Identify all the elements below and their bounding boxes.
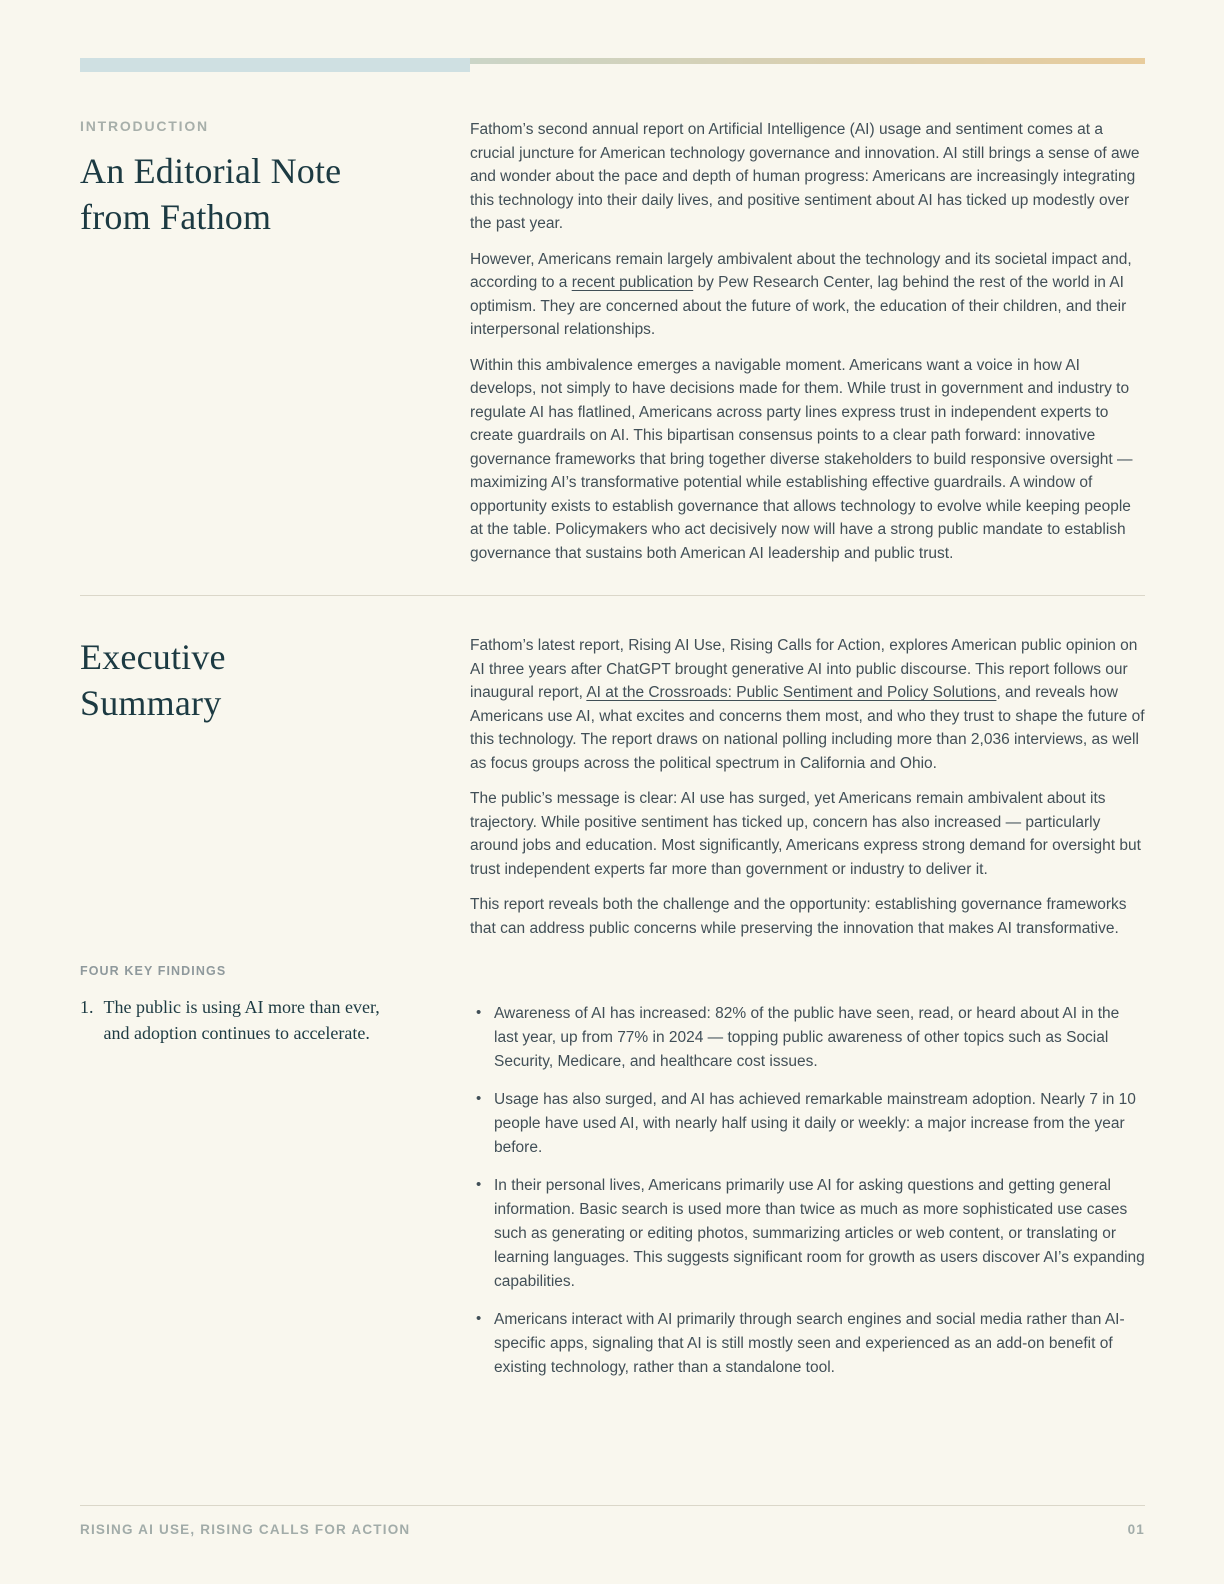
executive-paragraph-2 xyxy=(470,787,1145,881)
introduction-eyebrow: INTRODUCTION xyxy=(80,118,209,134)
intro-paragraph-1-text: Fathom’s second annual report on Artificial Intelligence (AI) usage and sentiment comes at a crucial juncture for American technology governance and innovation. AI still brings a sense of awe and wonder about the pace and depth of human progress: Americans are increasingly integrating this technology into their daily lives, and positive sentiment about AI has ticked up modestly over the past year. xyxy=(470,121,1140,232)
ai-at-the-crossroads-link[interactable]: AI at the Crossroads: Public Sentiment and Policy Solutions xyxy=(586,684,997,701)
intro-paragraph-3 xyxy=(470,354,1145,566)
key-findings-bullet-list xyxy=(470,964,1145,1394)
executive-paragraph-2-text: The public’s message is clear: AI use has surged, yet Americans remain ambivalent about its trajectory. While positive sentiment has ticked up, concern has also increased — particularly around jobs and education. Most significantly, Americans express strong demand for oversight but trust independent experts far more than government or industry to deliver it. xyxy=(470,790,1141,878)
key-findings-section xyxy=(80,964,1145,1394)
executive-paragraph-1-text-post: , and reveals how Americans use AI, what excites and concerns them most, and who they trust to shape the future of this technology. The report draws on national polling including more than 2,036 interviews, as well as focus groups across the political spectrum in California and Ohio. xyxy=(470,684,1145,772)
executive-summary-body xyxy=(470,634,1145,940)
key-findings-left-column xyxy=(80,964,470,1394)
finding-bullet-usage: • Usage has also surged, and AI has achieved remarkable mainstream adoption. Nearly 7 in 10 people have used AI, with nearly half using it daily or weekly: a major increase from the year before. xyxy=(470,1088,1145,1160)
executive-paragraph-1 xyxy=(470,634,1145,775)
recent-publication-link[interactable]: recent publication xyxy=(571,274,694,291)
finding-bullet-personal-use: • In their personal lives, Americans primarily use AI for asking questions and getting general information. Basic search is used more than twice as much as more sophisticated use cases such as generating or editing photos, summarizing articles or web content, or translating or learning languages. This suggests significant room for growth as users discover AI’s expanding capabilities. xyxy=(470,1174,1145,1294)
executive-paragraph-1-text-pre: Fathom’s latest report, Rising AI Use, Rising Calls for Action, explores American public opinion on AI three years after ChatGPT brought generative AI into public discourse. This report follows our inaugural report, xyxy=(470,637,1138,701)
introduction-title: An Editorial Note from Fathom xyxy=(80,151,342,238)
executive-paragraph-3-text: This report reveals both the challenge and the opportunity: establishing governance frameworks that can address public concerns while preserving the innovation that makes AI transformative. xyxy=(470,896,1127,937)
introduction-left-column xyxy=(80,118,470,565)
key-finding-1-number: 1. xyxy=(80,997,94,1017)
intro-paragraph-2 xyxy=(470,248,1145,342)
section-divider xyxy=(80,595,1145,596)
top-accent-bars xyxy=(80,0,1145,72)
executive-summary-title: Executive Summary xyxy=(80,637,226,724)
intro-paragraph-3-text: Within this ambivalence emerges a navigable moment. Americans want a voice in how AI develops, not simply to have decisions made for them. While trust in government and industry to regulate AI has flatlined, Americans across party lines express trust in independent experts to create guardrails on AI. This bipartisan consensus points to a clear path forward: innovative governance frameworks that bring together diverse stakeholders to build responsive oversight — maximizing AI’s transformative potential while establishing effective guardrails. A window of opportunity exists to establish governance that allows technology to evolve while keeping people at the table. Policymakers who act decisively now will have a strong public mandate to establish governance that sustains both American AI leadership and public trust. xyxy=(470,356,1133,562)
key-findings-eyebrow: FOUR KEY FINDINGS xyxy=(80,964,227,978)
intro-paragraph-2-text-post: by Pew Research Center, lag behind the rest of the world in AI optimism. They are concerned about the future of work, the education of their children, and their interpersonal relationships. xyxy=(470,274,1127,338)
executive-summary-left-column xyxy=(80,634,470,940)
key-finding-1 xyxy=(80,994,410,1046)
finding-bullet-interaction: • Americans interact with AI primarily through search engines and social media rather than AI-specific apps, signaling that AI is still mostly seen and experienced as an add-on benefit of existing technology, rather than a standalone tool. xyxy=(470,1308,1145,1380)
key-finding-1-text: The public is using AI more than ever, and adoption continues to accelerate. xyxy=(103,997,380,1043)
introduction-body xyxy=(470,118,1145,565)
intro-paragraph-1 xyxy=(470,118,1145,236)
introduction-section xyxy=(80,118,1145,565)
footer-page-number: 01 xyxy=(1127,1522,1145,1537)
executive-summary-section xyxy=(80,634,1145,940)
accent-bar-blue xyxy=(80,58,470,72)
finding-bullet-awareness: • Awareness of AI has increased: 82% of the public have seen, read, or heard about AI in the last year, up from 77% in 2024 — topping public awareness of other topics such as Social Security, Medicare, and healthcare cost issues. xyxy=(470,1002,1145,1074)
page-footer xyxy=(80,1505,1145,1537)
executive-paragraph-3 xyxy=(470,893,1145,940)
intro-paragraph-2-text-pre: However, Americans remain largely ambivalent about the technology and its societal impact and, according to a xyxy=(470,250,1132,291)
footer-report-title: RISING AI USE, RISING CALLS FOR ACTION xyxy=(80,1522,411,1537)
accent-bar-gradient xyxy=(470,58,1145,64)
